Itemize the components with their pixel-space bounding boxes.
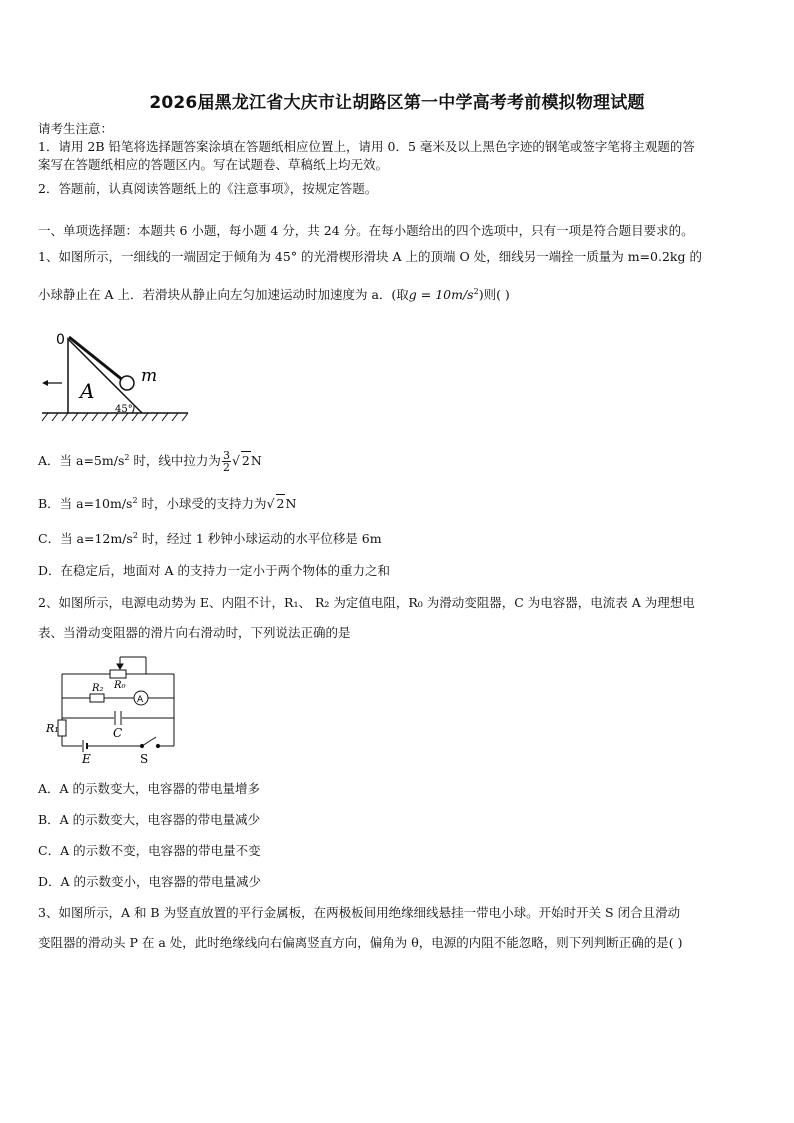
notice-header: 请考生注意： xyxy=(38,121,114,136)
resistor-r2 xyxy=(90,694,104,702)
q3-stem-b: 变阻器的滑动头 P 在 a 处，此时绝缘线向右偏离竖直方向，偏角为 θ，电源的内阻不能忽略，则下列判断正确的是( ) xyxy=(38,935,683,950)
section-heading: 一、单项选择题：本题共 6 小题，每小题 4 分，共 24 分。在每小题给出的四个选项中，只有一项是符合题目要求的。 xyxy=(38,223,694,238)
q1-option-c: C．当 $a=12m/s^2$ 时，经过 1 秒钟小球运动的水平位移是 6m xyxy=(38,530,382,546)
q1-option-b: B．当 $a=10m/s^2$ 时，小球受的支持力为√ 2N xyxy=(38,495,297,511)
notice-item-1a: 1．请用 2B 铅笔将选择题答案涂填在答题纸相应位置上，请用 0．5 毫米及以上黑色字迹的钢笔或签字笔将主观题的答 xyxy=(38,139,695,154)
q2-option-b: B．A 的示数变大，电容器的带电量减少 xyxy=(38,812,261,827)
q2-circuit-figure xyxy=(42,652,182,767)
notice-item-2: 2．答题前，认真阅读答题纸上的《注意事项》，按规定答题。 xyxy=(38,181,378,196)
label-m: m xyxy=(141,366,158,386)
label-a: A xyxy=(80,379,95,403)
q2-option-d: D．A 的示数变小，电容器的带电量减少 xyxy=(38,874,262,889)
page-title: 2026届黑龙江省大庆市让胡路区第一中学高考考前模拟物理试题 xyxy=(149,93,645,113)
label-angle: 45° xyxy=(115,404,133,415)
arrow-head-icon xyxy=(42,380,48,386)
q1-stem-b xyxy=(38,286,758,304)
ball-mass xyxy=(120,376,134,390)
q2-stem-a: 2、如图所示，电源电动势为 E、内阻不计，R₁、 R₂ 为定值电阻，R₀ 为滑动变阻器，C 为电容器，电流表 A 为理想电 xyxy=(38,595,695,610)
q1-option-a: A．当 $a=5m/s^2$ 时，线中拉力为 $\frac{3}{2}$ √ 2N xyxy=(38,449,262,474)
resistor-r1 xyxy=(58,720,66,736)
label-s: S xyxy=(140,752,149,766)
rheostat-r0 xyxy=(110,670,126,678)
label-r1: R₁ xyxy=(46,722,59,735)
label-e: E xyxy=(82,752,91,766)
label-c: C xyxy=(113,726,123,740)
q2-stem-b: 表、当滑动变阻器的滑片向右滑动时，下列说法正确的是 xyxy=(38,625,351,640)
q1-stem-b-pre: 小球静止在 A 上．若滑块从静止向左匀加速运动时加速度为 a．(取 xyxy=(38,287,409,302)
label-r2: R₂ xyxy=(92,683,104,694)
q2-option-c: C．A 的示数不变，电容器的带电量不变 xyxy=(38,843,261,858)
label-ammeter: A xyxy=(137,695,144,705)
label-o: 0 xyxy=(56,332,65,348)
slider-arrow-icon xyxy=(117,664,123,669)
q2-option-a: A．A 的示数变大，电容器的带电量增多 xyxy=(38,781,261,796)
q1-option-d: D．在稳定后，地面对 A 的支持力一定小于两个物体的重力之和 xyxy=(38,563,390,578)
q3-stem-a: 3、如图所示，A 和 B 为竖直放置的平行金属板，在两极板间用绝缘细线悬挂一带电小球。开始时开关 S 闭合且滑动 xyxy=(38,905,681,920)
switch-blade xyxy=(142,737,156,746)
q1-stem-b-post: )则( ) xyxy=(478,287,510,302)
q1-stem-a: 1、如图所示，一细线的一端固定于倾角为 45° 的光滑楔形滑块 A 上的顶端 O 处，细线另一端拴一质量为 m=0.2kg 的 xyxy=(38,249,702,264)
string-line xyxy=(69,337,124,381)
q1-wedge-figure xyxy=(38,325,198,425)
notice-item-1b: 案写在答题纸相应的答题区内。写在试题卷、草稿纸上均无效。 xyxy=(38,157,389,172)
q1-g-exp: 2 xyxy=(473,286,479,296)
label-r0: R₀ xyxy=(114,680,126,691)
q1-g-value: g = 10m/s xyxy=(408,287,474,302)
